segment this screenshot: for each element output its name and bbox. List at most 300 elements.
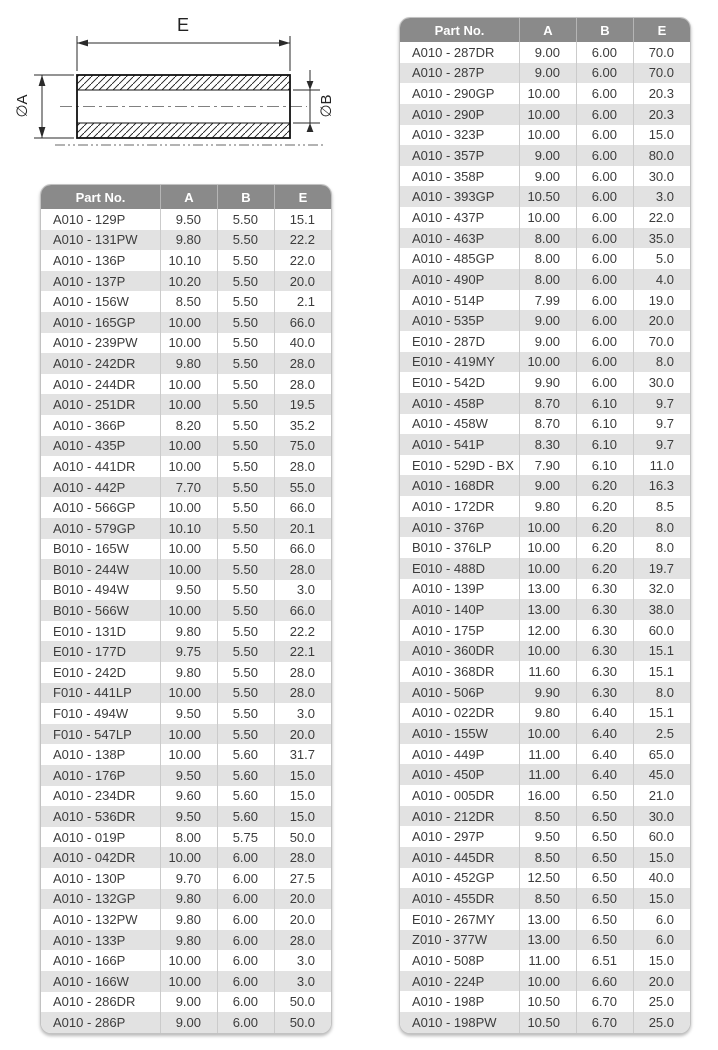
table-row xyxy=(41,580,331,601)
table-row xyxy=(400,414,690,435)
part-no-cell: A010 - 165GP xyxy=(53,314,136,330)
part-no-cell: A010 - 138P xyxy=(53,747,126,763)
value-cell: 9.75 xyxy=(160,641,217,662)
part-no-cell: A010 - 393GP xyxy=(412,189,495,205)
table-row xyxy=(41,765,331,786)
arrow-e-left xyxy=(77,40,88,47)
value-cell: 6.50 xyxy=(576,868,633,889)
value-cell: 10.10 xyxy=(160,518,217,539)
arrow-b-bottom xyxy=(307,123,314,132)
value-cell: 3.0 xyxy=(633,186,690,207)
table-row xyxy=(400,517,690,538)
value-cell: 5.50 xyxy=(217,724,274,745)
part-no-cell: B010 - 244W xyxy=(53,561,129,577)
table-row xyxy=(41,539,331,560)
part-no-cell: B010 - 165W xyxy=(53,541,129,557)
part-no-cell: A010 - 366P xyxy=(53,417,126,433)
value-cell: 5.50 xyxy=(217,415,274,436)
value-cell: 5.75 xyxy=(217,827,274,848)
part-no-cell: A010 - 357P xyxy=(412,148,485,164)
part-no-cell: A010 - 458W xyxy=(412,416,488,432)
value-cell: 6.20 xyxy=(576,537,633,558)
value-cell: 6.00 xyxy=(217,889,274,910)
value-cell: 8.50 xyxy=(519,806,576,827)
table-row xyxy=(41,683,331,704)
value-cell: 15.0 xyxy=(633,125,690,146)
table-row xyxy=(400,558,690,579)
arrow-b-top xyxy=(307,81,314,90)
value-cell: 5.50 xyxy=(217,230,274,251)
value-cell: 5.50 xyxy=(217,621,274,642)
value-cell: 10.00 xyxy=(519,104,576,125)
table-row xyxy=(400,971,690,992)
value-cell: 6.00 xyxy=(576,228,633,249)
value-cell: 6.30 xyxy=(576,682,633,703)
value-cell: 15.0 xyxy=(274,786,331,807)
value-cell: 6.00 xyxy=(576,372,633,393)
value-cell: 6.0 xyxy=(633,909,690,930)
value-cell: 40.0 xyxy=(633,868,690,889)
value-cell: 8.30 xyxy=(519,434,576,455)
value-cell: 8.00 xyxy=(519,248,576,269)
table-row xyxy=(400,703,690,724)
part-no-cell: A010 - 131PW xyxy=(53,232,138,248)
value-cell: 40.0 xyxy=(274,333,331,354)
value-cell: 9.00 xyxy=(519,145,576,166)
value-cell: 5.60 xyxy=(217,806,274,827)
value-cell: 9.90 xyxy=(519,682,576,703)
part-no-cell: E010 - 131D xyxy=(53,623,126,639)
value-cell: 10.00 xyxy=(519,723,576,744)
dimension-e xyxy=(77,36,290,71)
table-row xyxy=(41,992,331,1013)
value-cell: 10.00 xyxy=(160,724,217,745)
value-cell: 6.60 xyxy=(576,971,633,992)
value-cell: 10.00 xyxy=(160,683,217,704)
value-cell: 80.0 xyxy=(633,145,690,166)
part-no-cell: A010 - 441DR xyxy=(53,458,136,474)
value-cell: 22.0 xyxy=(633,207,690,228)
value-cell: 6.00 xyxy=(576,125,633,146)
value-cell: 28.0 xyxy=(274,559,331,580)
value-cell: 10.00 xyxy=(519,83,576,104)
table-row xyxy=(41,703,331,724)
part-no-cell: A010 - 458P xyxy=(412,395,485,411)
value-cell: 9.00 xyxy=(519,42,576,63)
value-cell: 20.3 xyxy=(633,83,690,104)
part-no-cell: A010 - 130P xyxy=(53,870,126,886)
value-cell: 2.5 xyxy=(633,723,690,744)
value-cell: 9.7 xyxy=(633,434,690,455)
value-cell: 6.00 xyxy=(217,1012,274,1033)
part-no-cell: A010 - 535P xyxy=(412,313,485,329)
part-no-cell: A010 - 172DR xyxy=(412,498,495,514)
value-cell: 9.50 xyxy=(160,765,217,786)
value-cell: 6.70 xyxy=(576,991,633,1012)
part-no-cell: A010 - 485GP xyxy=(412,251,495,267)
value-cell: 9.00 xyxy=(519,166,576,187)
value-cell: 10.00 xyxy=(160,312,217,333)
value-cell: 10.00 xyxy=(160,559,217,580)
value-cell: 60.0 xyxy=(633,620,690,641)
value-cell: 6.30 xyxy=(576,599,633,620)
value-cell: 6.10 xyxy=(576,393,633,414)
col-header-e: E xyxy=(633,18,690,42)
value-cell: 5.50 xyxy=(217,250,274,271)
table-row xyxy=(400,393,690,414)
value-cell: 6.50 xyxy=(576,806,633,827)
part-no-cell: A010 - 198PW xyxy=(412,1014,497,1030)
table-row xyxy=(400,950,690,971)
value-cell: 8.5 xyxy=(633,496,690,517)
table-row xyxy=(400,682,690,703)
table-row xyxy=(41,497,331,518)
value-cell: 6.00 xyxy=(576,145,633,166)
value-cell: 70.0 xyxy=(633,42,690,63)
part-no-cell: A010 - 224P xyxy=(412,973,485,989)
value-cell: 25.0 xyxy=(633,1012,690,1033)
part-no-cell: A010 - 286P xyxy=(53,1014,126,1030)
value-cell: 15.0 xyxy=(274,765,331,786)
table-row xyxy=(41,209,331,230)
value-cell: 9.00 xyxy=(160,992,217,1013)
value-cell: 66.0 xyxy=(274,539,331,560)
table-row xyxy=(400,290,690,311)
value-cell: 15.1 xyxy=(633,703,690,724)
part-no-cell: A010 - 022DR xyxy=(412,705,495,721)
value-cell: 6.50 xyxy=(576,888,633,909)
part-no-cell: A010 - 166W xyxy=(53,973,129,989)
value-cell: 50.0 xyxy=(274,827,331,848)
part-no-cell: A010 - 579GP xyxy=(53,520,136,536)
value-cell: 5.50 xyxy=(217,436,274,457)
part-no-cell: A010 - 005DR xyxy=(412,787,495,803)
part-no-cell: A010 - 445DR xyxy=(412,849,495,865)
value-cell: 20.1 xyxy=(274,518,331,539)
value-cell: 6.00 xyxy=(576,269,633,290)
value-cell: 20.0 xyxy=(633,971,690,992)
part-no-cell: A010 - 251DR xyxy=(53,397,136,413)
value-cell: 65.0 xyxy=(633,744,690,765)
value-cell: 5.50 xyxy=(217,641,274,662)
table-row xyxy=(41,333,331,354)
table-row xyxy=(41,950,331,971)
value-cell: 5.50 xyxy=(217,539,274,560)
part-no-cell: A010 - 435P xyxy=(53,438,126,454)
part-no-cell: A010 - 140P xyxy=(412,602,485,618)
table-row xyxy=(400,186,690,207)
table-row xyxy=(41,436,331,457)
value-cell: 10.00 xyxy=(519,641,576,662)
value-cell: 8.50 xyxy=(160,291,217,312)
part-no-cell: A010 - 449P xyxy=(412,746,485,762)
col-header-a: A xyxy=(160,185,217,209)
value-cell: 6.50 xyxy=(576,847,633,868)
value-cell: 60.0 xyxy=(633,826,690,847)
table-row xyxy=(41,271,331,292)
table-row xyxy=(400,63,690,84)
table-row xyxy=(41,744,331,765)
table-row xyxy=(41,868,331,889)
value-cell: 9.00 xyxy=(519,310,576,331)
value-cell: 8.70 xyxy=(519,393,576,414)
value-cell: 28.0 xyxy=(274,930,331,951)
part-no-cell: A010 - 360DR xyxy=(412,643,495,659)
value-cell: 6.20 xyxy=(576,558,633,579)
part-no-cell: A010 - 290GP xyxy=(412,86,495,102)
value-cell: 50.0 xyxy=(274,1012,331,1033)
arrow-a-bottom xyxy=(39,127,46,138)
value-cell: 10.00 xyxy=(519,517,576,538)
value-cell: 5.50 xyxy=(217,456,274,477)
value-cell: 11.00 xyxy=(519,744,576,765)
value-cell: 13.00 xyxy=(519,909,576,930)
table-row xyxy=(400,806,690,827)
value-cell: 10.00 xyxy=(160,394,217,415)
value-cell: 10.00 xyxy=(519,352,576,373)
value-cell: 28.0 xyxy=(274,662,331,683)
value-cell: 10.50 xyxy=(519,1012,576,1033)
table-row xyxy=(400,868,690,889)
part-no-cell: A010 - 042DR xyxy=(53,850,136,866)
value-cell: 5.50 xyxy=(217,559,274,580)
value-cell: 5.50 xyxy=(217,477,274,498)
value-cell: 11.00 xyxy=(519,950,576,971)
table-row xyxy=(400,599,690,620)
part-no-cell: A010 - 155W xyxy=(412,725,488,741)
value-cell: 9.80 xyxy=(160,353,217,374)
value-cell: 12.50 xyxy=(519,868,576,889)
value-cell: 15.1 xyxy=(633,661,690,682)
value-cell: 7.70 xyxy=(160,477,217,498)
part-no-cell: A010 - 297P xyxy=(412,829,485,845)
value-cell: 5.50 xyxy=(217,291,274,312)
part-no-cell: A010 - 490P xyxy=(412,271,485,287)
part-no-cell: A010 - 132GP xyxy=(53,891,136,907)
value-cell: 6.70 xyxy=(576,1012,633,1033)
table-row xyxy=(400,785,690,806)
part-no-cell: F010 - 441LP xyxy=(53,685,132,701)
value-cell: 5.50 xyxy=(217,353,274,374)
value-cell: 6.30 xyxy=(576,661,633,682)
value-cell: 7.99 xyxy=(519,290,576,311)
value-cell: 5.50 xyxy=(217,703,274,724)
table-row xyxy=(400,207,690,228)
value-cell: 35.2 xyxy=(274,415,331,436)
value-cell: 5.50 xyxy=(217,374,274,395)
value-cell: 8.70 xyxy=(519,414,576,435)
value-cell: 5.50 xyxy=(217,312,274,333)
value-cell: 28.0 xyxy=(274,683,331,704)
table-row xyxy=(41,847,331,868)
table-row xyxy=(400,145,690,166)
value-cell: 3.0 xyxy=(274,580,331,601)
value-cell: 5.50 xyxy=(217,209,274,230)
value-cell: 20.0 xyxy=(274,909,331,930)
value-cell: 10.00 xyxy=(160,600,217,621)
value-cell: 5.50 xyxy=(217,580,274,601)
part-no-cell: A010 - 129P xyxy=(53,211,126,227)
part-no-cell: A010 - 323P xyxy=(412,127,485,143)
table-row xyxy=(400,310,690,331)
value-cell: 13.00 xyxy=(519,599,576,620)
table-row xyxy=(400,496,690,517)
table-row xyxy=(400,228,690,249)
value-cell: 8.0 xyxy=(633,352,690,373)
value-cell: 9.70 xyxy=(160,868,217,889)
value-cell: 6.00 xyxy=(217,992,274,1013)
value-cell: 28.0 xyxy=(274,456,331,477)
part-no-cell: A010 - 463P xyxy=(412,230,485,246)
value-cell: 9.50 xyxy=(160,703,217,724)
value-cell: 9.80 xyxy=(519,703,576,724)
value-cell: 6.0 xyxy=(633,930,690,951)
part-no-cell: A010 - 566GP xyxy=(53,500,136,516)
value-cell: 5.50 xyxy=(217,394,274,415)
value-cell: 20.3 xyxy=(633,104,690,125)
table-body xyxy=(400,42,690,1033)
table-row xyxy=(41,230,331,251)
table-row xyxy=(41,724,331,745)
table-row xyxy=(41,827,331,848)
value-cell: 5.50 xyxy=(217,600,274,621)
value-cell: 5.50 xyxy=(217,497,274,518)
part-no-cell: A010 - 442P xyxy=(53,479,126,495)
value-cell: 13.00 xyxy=(519,930,576,951)
value-cell: 66.0 xyxy=(274,497,331,518)
part-no-cell: A010 - 358P xyxy=(412,168,485,184)
value-cell: 20.0 xyxy=(274,724,331,745)
value-cell: 10.20 xyxy=(160,271,217,292)
value-cell: 8.0 xyxy=(633,517,690,538)
value-cell: 9.50 xyxy=(519,826,576,847)
table-row xyxy=(41,621,331,642)
value-cell: 8.00 xyxy=(519,228,576,249)
value-cell: 6.51 xyxy=(576,950,633,971)
value-cell: 6.30 xyxy=(576,579,633,600)
value-cell: 6.20 xyxy=(576,475,633,496)
value-cell: 11.60 xyxy=(519,661,576,682)
value-cell: 6.10 xyxy=(576,414,633,435)
value-cell: 30.0 xyxy=(633,372,690,393)
value-cell: 9.60 xyxy=(160,786,217,807)
value-cell: 15.1 xyxy=(633,641,690,662)
value-cell: 6.00 xyxy=(217,868,274,889)
col-header-a: A xyxy=(519,18,576,42)
part-no-cell: A010 - 541P xyxy=(412,436,485,452)
table-row xyxy=(400,1012,690,1033)
part-no-cell: A010 - 506P xyxy=(412,684,485,700)
value-cell: 6.00 xyxy=(576,310,633,331)
value-cell: 9.50 xyxy=(160,806,217,827)
value-cell: 3.0 xyxy=(274,971,331,992)
value-cell: 20.0 xyxy=(274,889,331,910)
table-row xyxy=(41,518,331,539)
value-cell: 8.20 xyxy=(160,415,217,436)
table-body xyxy=(41,209,331,1033)
table-row xyxy=(400,764,690,785)
value-cell: 5.60 xyxy=(217,765,274,786)
value-cell: 10.00 xyxy=(160,847,217,868)
part-no-cell: A010 - 450P xyxy=(412,767,485,783)
value-cell: 6.00 xyxy=(576,166,633,187)
part-no-cell: A010 - 137P xyxy=(53,273,126,289)
parts-table-right xyxy=(399,17,691,1034)
col-header-b: B xyxy=(217,185,274,209)
value-cell: 16.3 xyxy=(633,475,690,496)
value-cell: 27.5 xyxy=(274,868,331,889)
value-cell: 9.90 xyxy=(519,372,576,393)
arrow-e-right xyxy=(279,40,290,47)
value-cell: 22.1 xyxy=(274,641,331,662)
value-cell: 9.80 xyxy=(160,889,217,910)
part-no-cell: A010 - 133P xyxy=(53,932,126,948)
value-cell: 31.7 xyxy=(274,744,331,765)
value-cell: 6.50 xyxy=(576,826,633,847)
table-row xyxy=(41,600,331,621)
value-cell: 15.0 xyxy=(633,888,690,909)
value-cell: 6.00 xyxy=(217,847,274,868)
table-row xyxy=(41,930,331,951)
table-row xyxy=(400,372,690,393)
value-cell: 66.0 xyxy=(274,312,331,333)
part-no-cell: A010 - 452GP xyxy=(412,870,495,886)
value-cell: 10.50 xyxy=(519,991,576,1012)
col-header-e: E xyxy=(274,185,331,209)
part-no-cell: A010 - 156W xyxy=(53,294,129,310)
value-cell: 5.50 xyxy=(217,333,274,354)
part-no-cell: A010 - 536DR xyxy=(53,809,136,825)
value-cell: 5.60 xyxy=(217,744,274,765)
value-cell: 9.00 xyxy=(519,475,576,496)
table-row xyxy=(400,744,690,765)
value-cell: 8.50 xyxy=(519,888,576,909)
value-cell: 28.0 xyxy=(274,353,331,374)
value-cell: 6.10 xyxy=(576,434,633,455)
value-cell: 6.00 xyxy=(576,83,633,104)
table-row xyxy=(400,537,690,558)
table-row xyxy=(400,661,690,682)
value-cell: 10.50 xyxy=(519,186,576,207)
value-cell: 6.40 xyxy=(576,744,633,765)
table-row xyxy=(41,353,331,374)
part-no-cell: Z010 - 377W xyxy=(412,932,488,948)
value-cell: 19.7 xyxy=(633,558,690,579)
value-cell: 15.0 xyxy=(274,806,331,827)
value-cell: 66.0 xyxy=(274,600,331,621)
value-cell: 11.00 xyxy=(519,764,576,785)
table-row xyxy=(400,930,690,951)
value-cell: 10.00 xyxy=(519,537,576,558)
part-no-cell: A010 - 136P xyxy=(53,252,126,268)
value-cell: 10.00 xyxy=(519,125,576,146)
part-no-cell: A010 - 019P xyxy=(53,829,126,845)
value-cell: 10.00 xyxy=(519,207,576,228)
value-cell: 6.00 xyxy=(576,42,633,63)
table-row xyxy=(400,888,690,909)
value-cell: 6.00 xyxy=(576,207,633,228)
value-cell: 9.7 xyxy=(633,414,690,435)
col-header-b: B xyxy=(576,18,633,42)
table-row xyxy=(400,826,690,847)
table-row xyxy=(41,250,331,271)
value-cell: 6.40 xyxy=(576,764,633,785)
value-cell: 45.0 xyxy=(633,764,690,785)
value-cell: 3.0 xyxy=(274,950,331,971)
value-cell: 12.00 xyxy=(519,620,576,641)
value-cell: 8.50 xyxy=(519,847,576,868)
part-no-cell: E010 - 287D xyxy=(412,333,485,349)
